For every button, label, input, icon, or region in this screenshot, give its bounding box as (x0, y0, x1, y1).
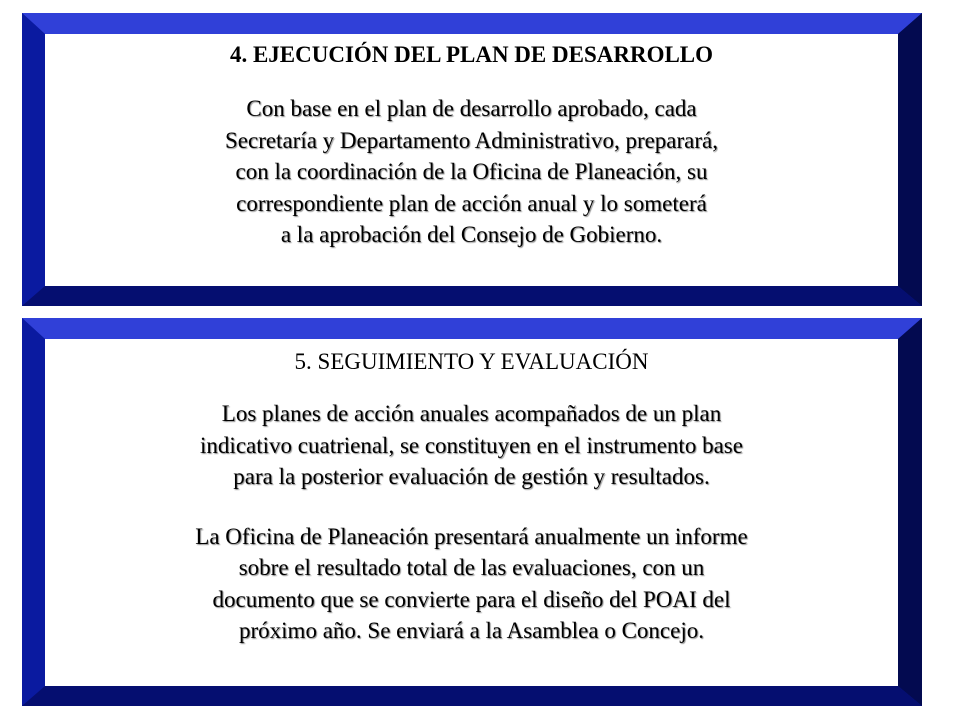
section-5-panel (45, 339, 898, 686)
section-5-p2-line: La Oficina de Planeación presentará anualmente un informe (195, 523, 748, 549)
section-4-title: 4. EJECUCIÓN DEL PLAN DE DESARROLLO (229, 42, 714, 67)
section-5-paragraph-1 (45, 398, 898, 493)
section-4-body (45, 93, 898, 251)
section-4-frame (22, 13, 922, 306)
section-5-p1-line: indicativo cuatrienal, se constituyen en el instrumento base (200, 432, 743, 458)
section-4-line: Con base en el plan de desarrollo aprobado, cada (246, 96, 697, 121)
section-4-line: con la coordinación de la Oficina de Planeación, su (235, 159, 708, 184)
section-4-line: Secretaría y Departamento Administrativo, preparará, (224, 127, 719, 153)
section-4-panel (45, 34, 898, 286)
section-5-p1-line: Los planes de acción anuales acompañados de un plan (221, 401, 722, 426)
section-5-p2-line: próximo año. Se enviará a la Asamblea o Concejo. (239, 618, 704, 643)
section-5-p2-line: documento que se convierte para el diseño del POAI del (212, 586, 731, 612)
section-4-line: correspondiente plan de acción anual y lo someterá (236, 190, 707, 216)
section-5-paragraph-2 (45, 521, 898, 647)
section-5-p2-line: sobre el resultado total de las evaluaciones, con un (238, 555, 705, 580)
section-5-p1-line: para la posterior evaluación de gestión y resultados. (233, 464, 710, 489)
section-4-line: a la aprobación del Consejo de Gobierno. (280, 222, 663, 247)
section-5-title: 5. SEGUIMIENTO Y EVALUACIÓN (294, 349, 649, 374)
section-5-frame (22, 318, 922, 706)
